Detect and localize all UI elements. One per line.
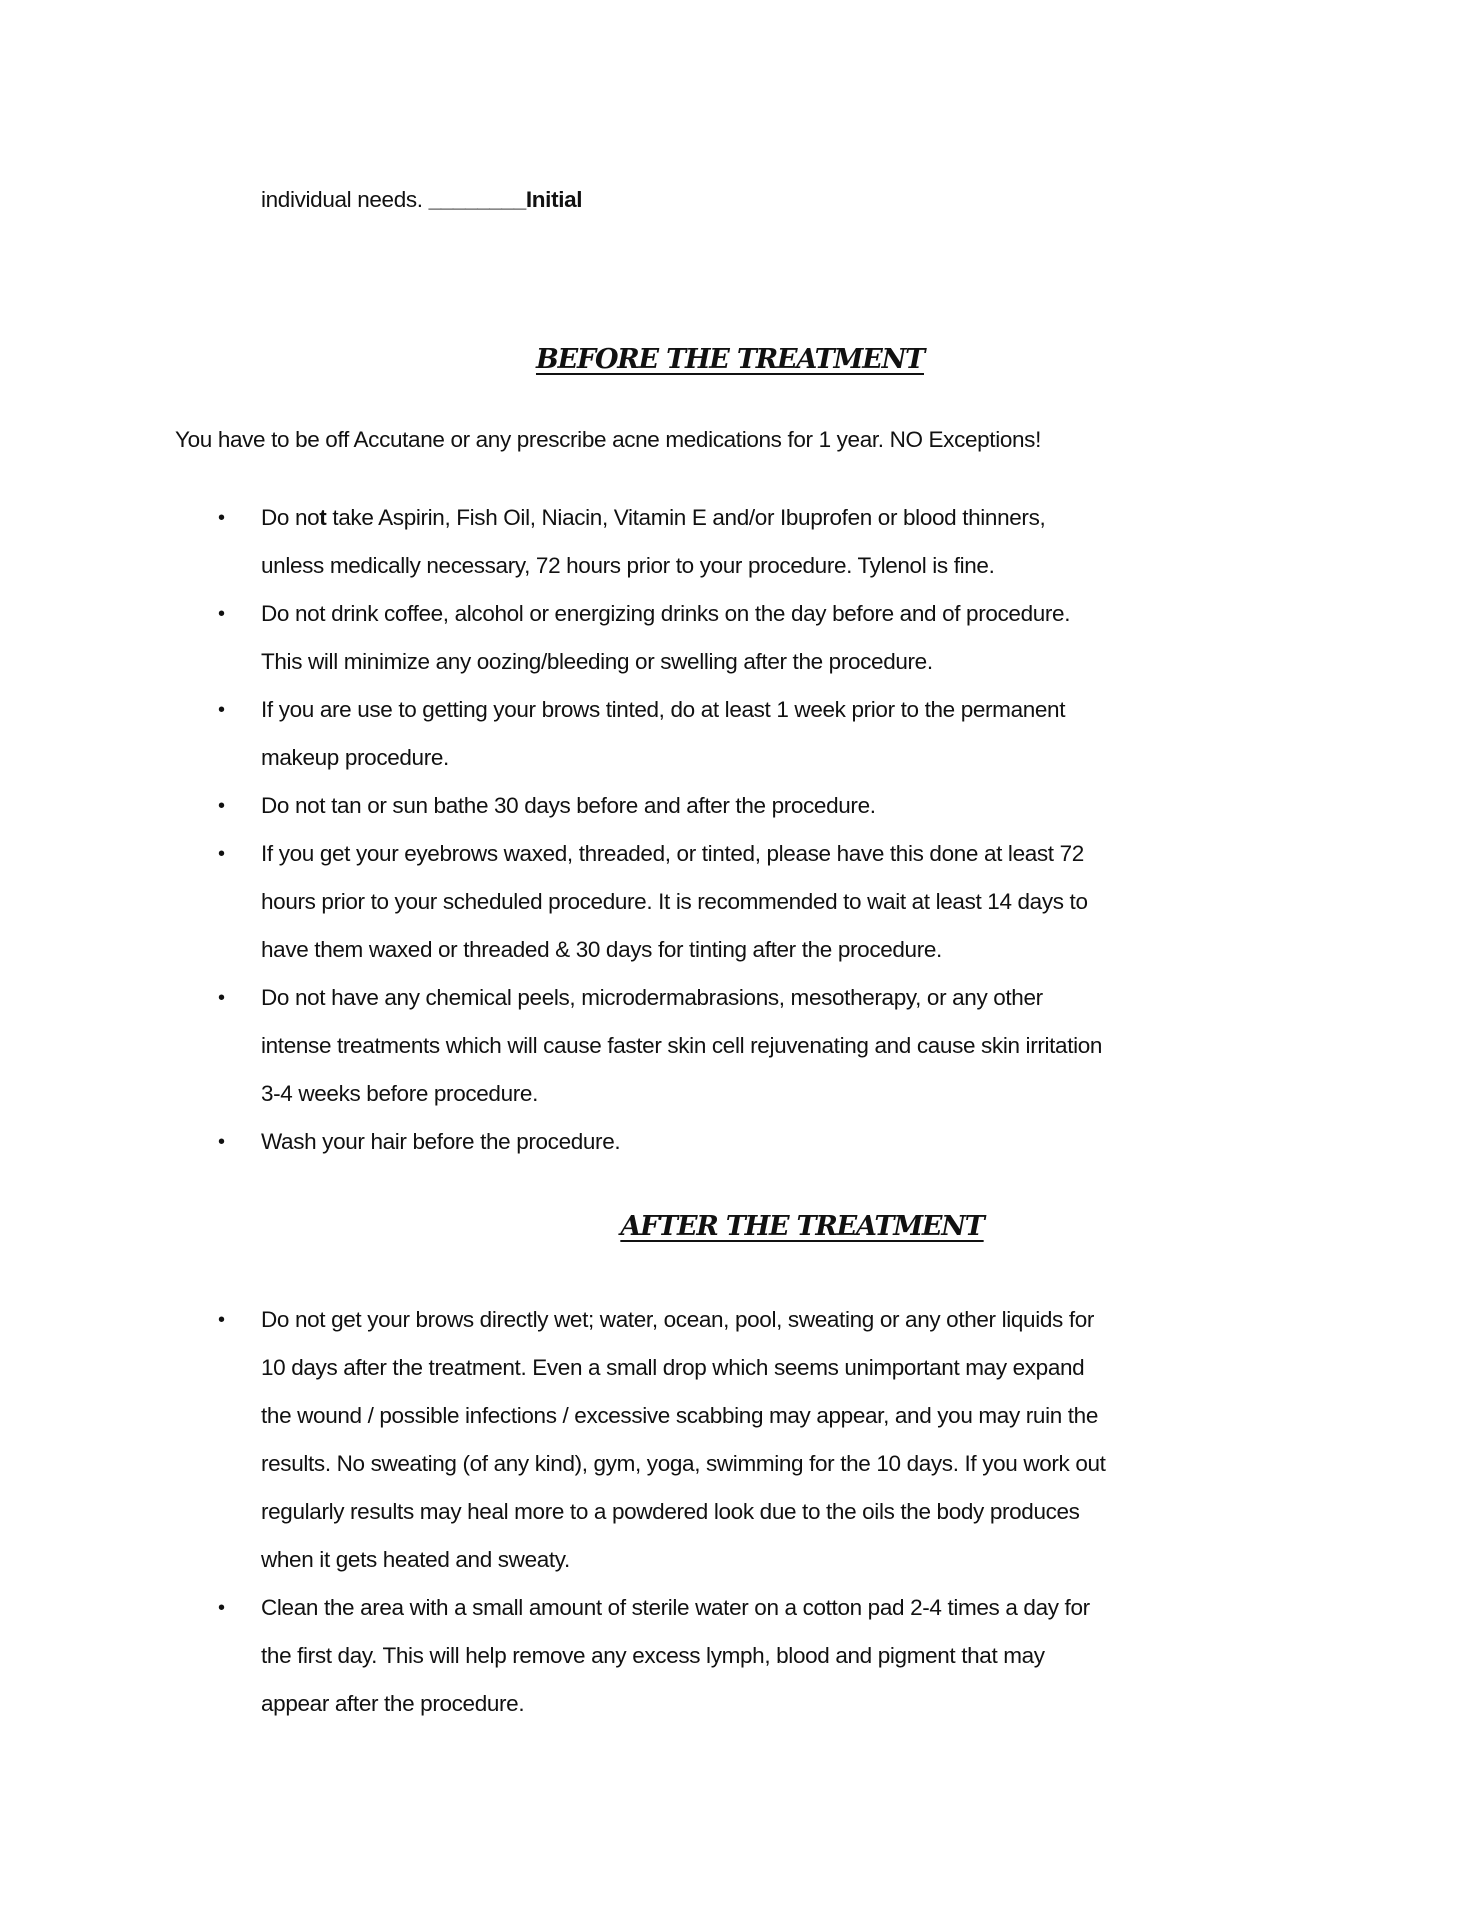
initial-label: Initial [525,187,583,212]
item-line: Do not have any chemical peels, microdermabrasions, mesotherapy, or any other [261,985,1043,1010]
bullet-icon: • [218,795,225,817]
list-item [0,1118,1102,1166]
item-line: 3-4 weeks before procedure. [261,1081,538,1106]
list-item [0,494,1102,590]
list-item [0,1584,1106,1728]
bullet-icon: • [218,843,225,865]
bullet-icon: • [218,699,225,721]
item-line [0,494,1102,542]
bullet-icon: • [218,1597,225,1619]
intro-line [261,176,582,224]
item-line: This will minimize any oozing/bleeding or swelling after the procedure. [261,649,933,674]
item-line: unless medically necessary, 72 hours prior to your procedure. Tylenol is fine. [261,553,995,578]
list-item [0,1296,1106,1584]
item-line: Do not drink coffee, alcohol or energizing drinks on the day before and of procedure. [261,601,1071,626]
item-line: intense treatments which will cause faster skin cell rejuvenating and cause skin irritation [261,1033,1103,1058]
list-item [0,782,1102,830]
after-list [0,1296,1106,1728]
text: Do no [261,505,320,530]
list-item [0,974,1102,1118]
list-item [0,830,1102,974]
item-line: Wash your hair before the procedure. [261,1129,621,1154]
accutane-notice: You have to be off Accutane or any prescribe acne medications for 1 year. NO Exceptions! [175,427,1041,452]
item-line: hours prior to your scheduled procedure. It is recommended to wait at least 14 days to [261,889,1088,914]
bold-text: t [319,505,327,530]
bullet-icon: • [218,507,225,529]
item-line: makeup procedure. [261,745,449,770]
before-list [0,494,1102,1166]
item-line: If you are use to getting your brows tinted, do at least 1 week prior to the permanent [261,697,1066,722]
list-item [0,590,1102,686]
list-item [0,686,1102,782]
item-line: Do not tan or sun bathe 30 days before and after the procedure. [261,793,876,818]
before-heading: BEFORE THE TREATMENT [535,344,924,375]
item-line: the wound / possible infections / excessive scabbing may appear, and you may ruin the [261,1403,1099,1428]
item-line: 10 days after the treatment. Even a small drop which seems unimportant may expand [261,1355,1085,1380]
bullet-icon: • [218,603,225,625]
item-line: when it gets heated and sweaty. [261,1547,570,1572]
item-line: Clean the area with a small amount of sterile water on a cotton pad 2-4 times a day for [261,1595,1090,1620]
item-line: If you get your eyebrows waxed, threaded, or tinted, please have this done at least 72 [261,841,1084,866]
item-line: results. No sweating (of any kind), gym, yoga, swimming for the 10 days. If you work out [261,1451,1106,1476]
item-line: have them waxed or threaded & 30 days for tinting after the procedure. [261,937,942,962]
item-line: regularly results may heal more to a powdered look due to the oils the body produces [261,1499,1080,1524]
bullet-icon: • [218,1131,225,1153]
text: take Aspirin, Fish Oil, Niacin, Vitamin E and/or Ibuprofen or blood thinners, [326,505,1046,530]
bullet-icon: • [218,1309,225,1331]
initial-blank[interactable]: ________ [428,187,526,212]
intro-text: individual needs. [261,187,429,212]
bullet-icon: • [218,987,225,1009]
after-heading: AFTER THE TREATMENT [620,1211,984,1242]
item-line: Do not get your brows directly wet; water, ocean, pool, sweating or any other liquids for [261,1307,1095,1332]
item-line: appear after the procedure. [261,1691,525,1716]
item-line: the first day. This will help remove any excess lymph, blood and pigment that may [261,1643,1045,1668]
